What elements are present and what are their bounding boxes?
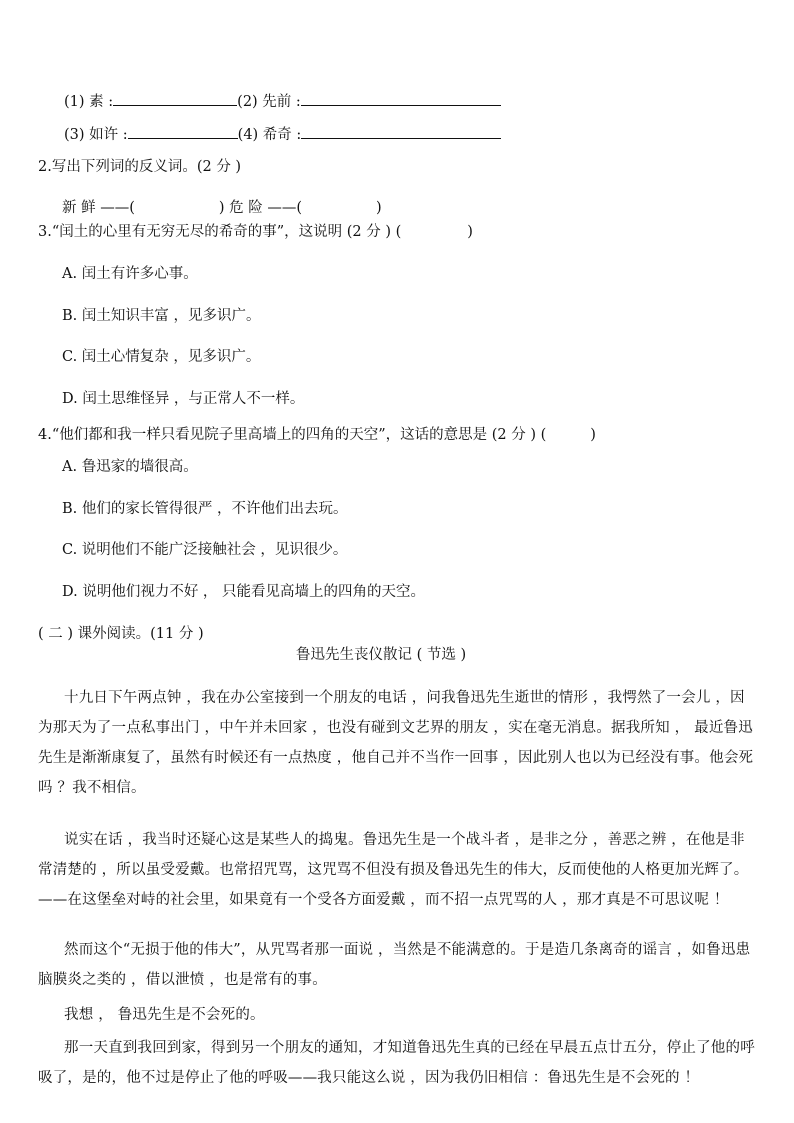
vocab-blank-3[interactable] [128, 123, 238, 139]
section-heading: ( 二 ) 课外阅读。(11 分 ) [38, 626, 204, 642]
passage-paragraph-2: 说实在话 ，我当时还疑心这是某些人的捣鬼。鲁迅先生是一个战斗者 ，是非之分 ，善恶之辨 ，在他是非常清楚的 ，所以虽受爱戴。也常招咒骂，这咒骂不但没有损及鲁迅先生的伟大，反而使他的人格更加光辉了。——在这堡垒对峙的社会里，如果竟有一个受各方面爱戴 ，而不招一点咒骂的人 ，那才真是不可思议呢 ！ [38, 832, 749, 908]
question-3-option-d[interactable]: D. 闰土思维怪异 ，与正常人不一样。 [62, 391, 305, 407]
question-3-text: 3.“闰土的心里有无穷无尽的希奇的事”，这说明 (2 分 ) ( [38, 224, 402, 240]
question-4-prompt [38, 425, 596, 445]
vocab-blank-4[interactable] [301, 123, 501, 139]
passage-paragraph-3: 然而这个“无损于他的伟大”，从咒骂者那一面说 ，当然是不能满意的。于是造几条离奇的谣言 ，如鲁迅患脑膜炎之类的 ，借以泄愤 ，也是常有的事。 [38, 942, 751, 988]
vocab-label-4: (4) 希奇 : [237, 127, 302, 143]
question-4-option-a[interactable]: A. 鲁迅家的墙很高。 [62, 459, 198, 475]
question-3-option-c[interactable]: C. 闰土心情复杂 ，见多识广。 [62, 349, 261, 365]
question-4-option-c[interactable]: C. 说明他们不能广泛接触社会 ，见识很少。 [62, 542, 348, 558]
vocab-blank-1[interactable] [113, 90, 237, 106]
question-2-prompt: 2.写出下列词的反义词。(2 分 ) [38, 159, 242, 175]
vocab-label-3: (3) 如许 : [64, 127, 128, 143]
passage-paragraph-4: 我想 ， 鲁迅先生是不会死的。 [64, 1007, 265, 1023]
antonym-word-2: ) 危 险 ——( [218, 200, 303, 216]
question-2-antonyms [62, 198, 382, 218]
vocab-blank-2[interactable] [301, 90, 501, 106]
question-4-text: 4.“他们都和我一样只看见院子里高墙上的四角的天空”，这话的意思是 (2 分 ) ( [38, 427, 547, 443]
question-3-close: ) [467, 224, 473, 240]
vocab-label-1: (1) 素 : [64, 94, 114, 110]
question-4-option-d[interactable]: D. 说明他们视力不好 ， 只能看见高墙上的四角的天空。 [62, 584, 426, 600]
vocab-label-2: (2) 先前 : [237, 94, 301, 110]
question-3-option-a[interactable]: A. 闰土有许多心事。 [62, 266, 198, 282]
passage-paragraph-1: 十九日下午两点钟 ，我在办公室接到一个朋友的电话 ，问我鲁迅先生逝世的情形 ，我愕然了一会儿 ，因为那天为了一点私事出门 ，中午并未回家 ，也没有碰到文艺界的朋友 ，实在毫无消息。据我所知 ， 最近鲁迅先生是渐渐康复了，虽然有时候还有一点热度 ，他自己并不当作一回事 ，因此别人也以为已经没有事。他会死吗 ？我不相信。 [38, 690, 754, 796]
passage-title: 鲁迅先生丧仪散记 ( 节选 ) [296, 647, 467, 663]
antonym-word-1: 新 鲜 ——( [62, 200, 135, 216]
vocab-row-1 [64, 90, 501, 112]
question-3-option-b[interactable]: B. 闰土知识丰富 ，见多识广。 [62, 308, 261, 324]
question-4-close: ) [590, 427, 596, 443]
vocab-row-2 [64, 123, 501, 145]
passage-paragraph-5: 那一天直到我回到家，得到另一个朋友的通知，才知道鲁迅先生真的已经在早晨五点廿五分，停止了他的呼吸了，是的，他不过是停止了他的呼吸——我只能这么说 ，因为我仍旧相信 ：鲁迅先生是不会死的 ！ [38, 1040, 755, 1086]
antonym-close: ) [376, 200, 382, 216]
question-3-prompt [38, 222, 473, 242]
question-4-option-b[interactable]: B. 他们的家长管得很严 ，不许他们出去玩。 [62, 501, 348, 517]
